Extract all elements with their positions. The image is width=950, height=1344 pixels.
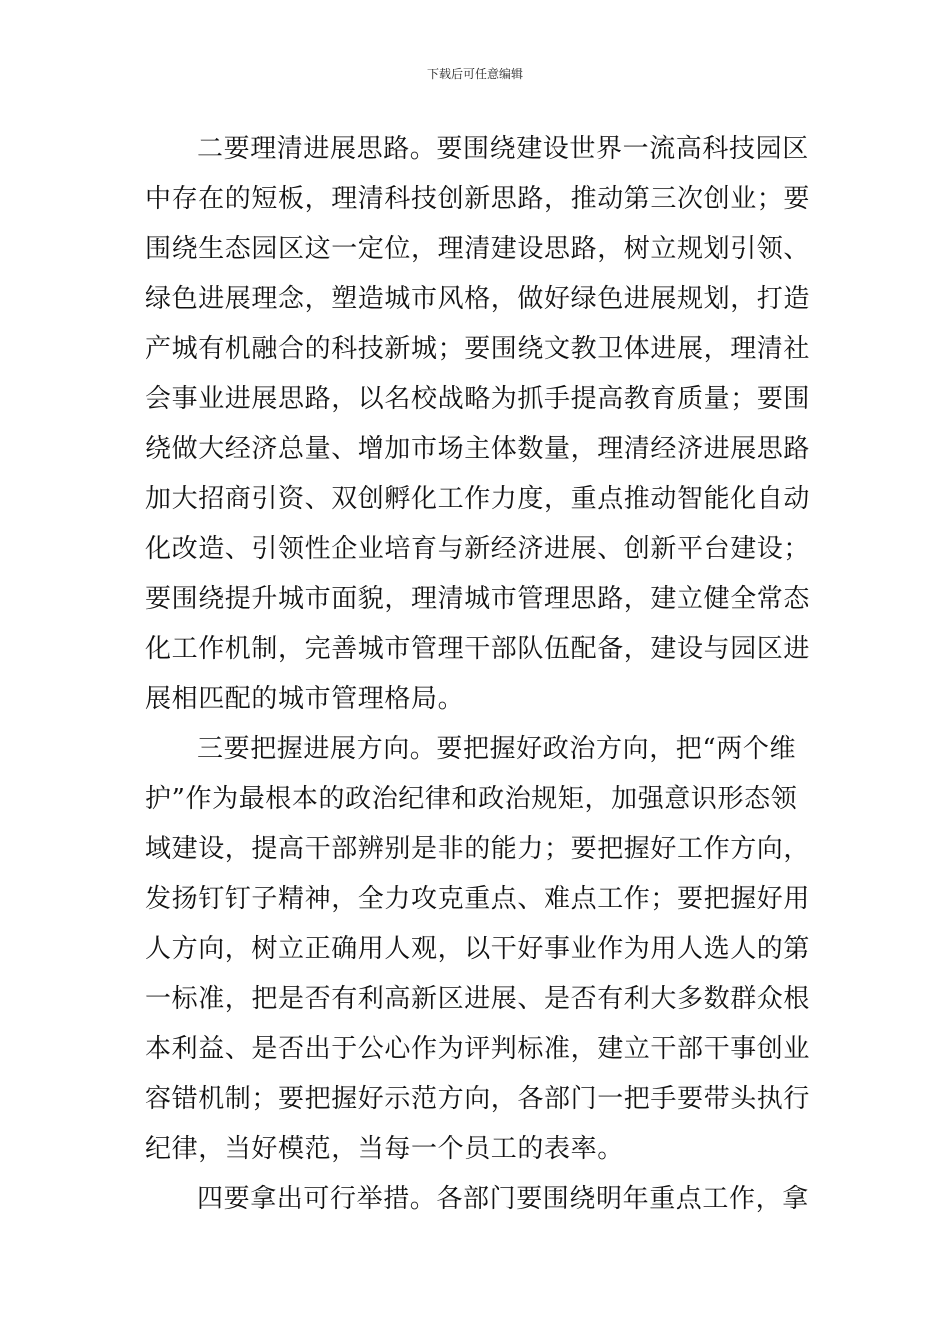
paragraph-line: 本利益、是否出于公心作为评判标准，建立干部干事创业 — [145, 1034, 811, 1064]
paragraph-two-clarify-development — [145, 124, 810, 724]
paragraph-line: 护”作为最根本的政治纪律和政治规矩，加强意识形态领 — [145, 784, 798, 814]
paragraph-line: 化工作机制，完善城市管理干部队伍配备，建设与园区进 — [145, 634, 811, 664]
document-body — [145, 124, 810, 1224]
paragraph-line: 展相匹配的城市管理格局。 — [145, 684, 465, 714]
paragraph-line: 人方向，树立正确用人观，以干好事业作为用人选人的第 — [145, 934, 811, 964]
paragraph-line: 围绕生态园区这一定位，理清建设思路，树立规划引领、 — [145, 234, 811, 264]
paragraph-line: 域建设，提高干部辨别是非的能力；要把握好工作方向， — [145, 834, 811, 864]
paragraph-three-grasp-direction — [145, 724, 810, 1174]
paragraph-line: 四要拿出可行举措。各部门要围绕明年重点工作，拿 — [197, 1184, 809, 1214]
page-header: 下载后可任意编辑 — [426, 67, 523, 81]
paragraph-line: 中存在的短板，理清科技创新思路，推动第三次创业；要 — [145, 184, 811, 214]
paragraph-line: 发扬钉钉子精神，全力攻克重点、难点工作；要把握好用 — [145, 884, 811, 914]
paragraph-line: 要围绕提升城市面貌，理清城市管理思路，建立健全常态 — [145, 584, 811, 614]
paragraph-line: 三要把握进展方向。要把握好政治方向，把“两个维 — [197, 734, 797, 764]
paragraph-line: 二要理清进展思路。要围绕建设世界一流高科技园区 — [197, 134, 809, 164]
paragraph-line: 加大招商引资、双创孵化工作力度，重点推动智能化自动 — [145, 484, 811, 514]
paragraph-line: 纪律，当好模范，当每一个员工的表率。 — [145, 1134, 624, 1164]
paragraph-line: 绿色进展理念，塑造城市风格，做好绿色进展规划，打造 — [145, 284, 811, 314]
paragraph-line: 产城有机融合的科技新城；要围绕文教卫体进展，理清社 — [145, 334, 811, 364]
paragraph-line: 绕做大经济总量、增加市场主体数量，理清经济进展思路 — [145, 434, 811, 464]
paragraph-line: 化改造、引领性企业培育与新经济进展、创新平台建设； — [145, 534, 811, 564]
paragraph-line: 一标准，把是否有利高新区进展、是否有利大多数群众根 — [145, 984, 811, 1014]
paragraph-four-feasible-measures — [145, 1174, 810, 1224]
paragraph-line: 会事业进展思路，以名校战略为抓手提高教育质量；要围 — [145, 384, 811, 414]
paragraph-line: 容错机制；要把握好示范方向，各部门一把手要带头执行 — [145, 1084, 811, 1114]
